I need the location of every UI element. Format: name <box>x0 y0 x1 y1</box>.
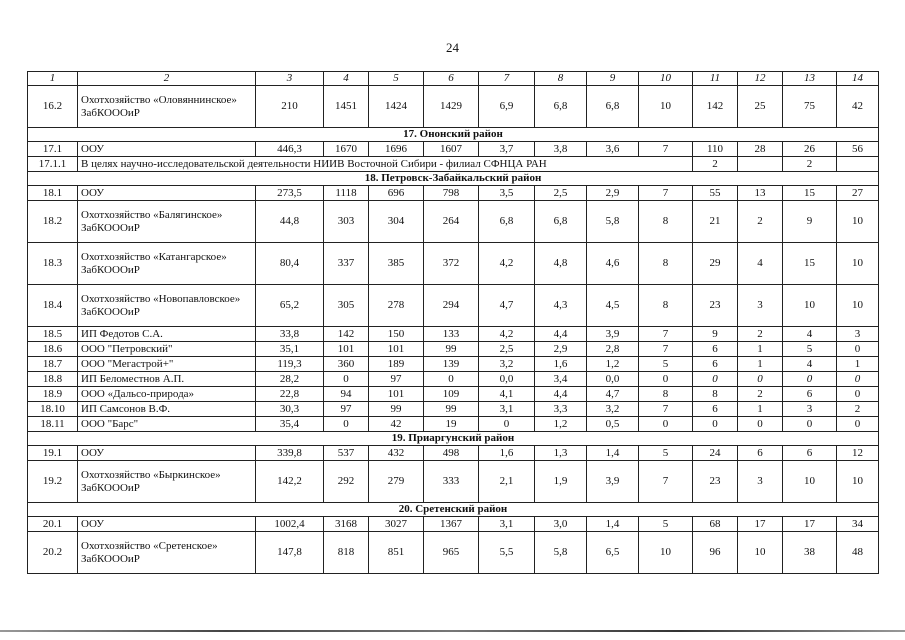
cell: 210 <box>256 86 324 128</box>
column-header: 4 <box>324 72 369 86</box>
cell: 3 <box>738 285 783 327</box>
entity-name: Охотхозяйство «Балягинское» ЗабКОООиР <box>78 201 256 243</box>
cell: 68 <box>693 517 738 532</box>
cell: 1,9 <box>535 461 587 503</box>
section-row <box>28 432 879 446</box>
cell: 2 <box>783 157 837 172</box>
cell: 142 <box>693 86 738 128</box>
cell: 96 <box>693 532 738 574</box>
entity-name: Охотхозяйство «Катангарское» ЗабКОООиР <box>78 243 256 285</box>
row-number: 18.5 <box>28 327 78 342</box>
cell: 119,3 <box>256 357 324 372</box>
cell: 304 <box>369 201 424 243</box>
cell: 142 <box>324 327 369 342</box>
entity-name: ИП Беломестнов А.П. <box>78 372 256 387</box>
table-row <box>28 417 879 432</box>
cell: 147,8 <box>256 532 324 574</box>
cell: 35,1 <box>256 342 324 357</box>
cell: 142,2 <box>256 461 324 503</box>
cell: 0 <box>783 417 837 432</box>
cell: 0 <box>837 342 879 357</box>
table-row <box>28 461 879 503</box>
cell: 696 <box>369 186 424 201</box>
cell: 80,4 <box>256 243 324 285</box>
cell: 1424 <box>369 86 424 128</box>
cell: 110 <box>693 142 738 157</box>
cell: 818 <box>324 532 369 574</box>
cell: 109 <box>424 387 479 402</box>
cell: 99 <box>424 342 479 357</box>
cell: 44,8 <box>256 201 324 243</box>
cell: 10 <box>837 461 879 503</box>
column-header: 7 <box>479 72 535 86</box>
cell: 4 <box>738 243 783 285</box>
cell: 0 <box>783 372 837 387</box>
cell: 4,4 <box>535 387 587 402</box>
cell: 3168 <box>324 517 369 532</box>
cell: 3,7 <box>479 142 535 157</box>
row-number: 18.6 <box>28 342 78 357</box>
cell <box>738 157 783 172</box>
cell: 432 <box>369 446 424 461</box>
table-row <box>28 285 879 327</box>
cell: 5 <box>783 342 837 357</box>
cell: 303 <box>324 201 369 243</box>
cell: 99 <box>424 402 479 417</box>
cell: 8 <box>639 201 693 243</box>
cell: 385 <box>369 243 424 285</box>
cell: 1,4 <box>587 517 639 532</box>
column-header: 8 <box>535 72 587 86</box>
cell: 4,7 <box>587 387 639 402</box>
cell: 3,8 <box>535 142 587 157</box>
cell: 339,8 <box>256 446 324 461</box>
cell: 2 <box>738 201 783 243</box>
cell: 42 <box>369 417 424 432</box>
entity-name: ООО "Барс" <box>78 417 256 432</box>
entity-name: ООУ <box>78 142 256 157</box>
cell: 3,9 <box>587 327 639 342</box>
column-header: 10 <box>639 72 693 86</box>
cell: 3,3 <box>535 402 587 417</box>
entity-name: ООУ <box>78 517 256 532</box>
cell: 2,5 <box>479 342 535 357</box>
cell: 12 <box>837 446 879 461</box>
cell: 446,3 <box>256 142 324 157</box>
cell: 10 <box>639 532 693 574</box>
cell: 3,9 <box>587 461 639 503</box>
cell: 17 <box>783 517 837 532</box>
cell: 0 <box>479 417 535 432</box>
column-header: 3 <box>256 72 324 86</box>
column-header: 2 <box>78 72 256 86</box>
cell: 8 <box>639 285 693 327</box>
cell: 1670 <box>324 142 369 157</box>
cell: 4,7 <box>479 285 535 327</box>
cell: 2,5 <box>535 186 587 201</box>
cell: 498 <box>424 446 479 461</box>
cell: 101 <box>369 387 424 402</box>
cell: 1 <box>738 402 783 417</box>
cell: 264 <box>424 201 479 243</box>
column-header: 12 <box>738 72 783 86</box>
cell: 26 <box>783 142 837 157</box>
cell: 1002,4 <box>256 517 324 532</box>
cell: 24 <box>693 446 738 461</box>
cell: 97 <box>369 372 424 387</box>
entity-name: ООО «Дальсо-природа» <box>78 387 256 402</box>
cell: 851 <box>369 532 424 574</box>
row-number: 17.1.1 <box>28 157 78 172</box>
row-number: 18.9 <box>28 387 78 402</box>
row-number: 17.1 <box>28 142 78 157</box>
cell: 273,5 <box>256 186 324 201</box>
cell: 23 <box>693 285 738 327</box>
cell: 6 <box>783 446 837 461</box>
section-title: 17. Ононский район <box>28 128 879 142</box>
cell: 5,8 <box>535 532 587 574</box>
cell: 3,1 <box>479 517 535 532</box>
cell: 1 <box>738 342 783 357</box>
cell: 4,2 <box>479 243 535 285</box>
cell: 6,9 <box>479 86 535 128</box>
row-number: 16.2 <box>28 86 78 128</box>
page-number: 24 <box>446 40 459 55</box>
cell: 75 <box>783 86 837 128</box>
cell: 1607 <box>424 142 479 157</box>
purpose-note: В целях научно-исследовательской деятельности НИИВ Восточной Сибири - филиал СФНЦА РАН <box>78 157 693 172</box>
column-header: 5 <box>369 72 424 86</box>
entity-name: ООО "Петровский" <box>78 342 256 357</box>
cell: 10 <box>783 461 837 503</box>
cell: 4 <box>783 327 837 342</box>
table-row <box>28 372 879 387</box>
cell: 15 <box>783 243 837 285</box>
table-row <box>28 327 879 342</box>
cell: 0 <box>738 417 783 432</box>
cell: 27 <box>837 186 879 201</box>
cell: 4 <box>783 357 837 372</box>
cell: 0 <box>424 372 479 387</box>
cell: 0 <box>324 417 369 432</box>
cell: 65,2 <box>256 285 324 327</box>
cell: 0 <box>693 372 738 387</box>
row-number: 18.2 <box>28 201 78 243</box>
cell: 3,0 <box>535 517 587 532</box>
cell: 1,4 <box>587 446 639 461</box>
cell: 3 <box>783 402 837 417</box>
cell: 2,9 <box>587 186 639 201</box>
cell: 189 <box>369 357 424 372</box>
cell: 2 <box>693 157 738 172</box>
section-title: 20. Сретенский район <box>28 503 879 517</box>
table-row <box>28 517 879 532</box>
cell: 2,1 <box>479 461 535 503</box>
cell: 94 <box>324 387 369 402</box>
cell: 8 <box>639 387 693 402</box>
entity-name: Охотхозяйство «Быркинское» ЗабКОООиР <box>78 461 256 503</box>
row-number: 18.11 <box>28 417 78 432</box>
cell: 5,5 <box>479 532 535 574</box>
cell: 1696 <box>369 142 424 157</box>
cell: 360 <box>324 357 369 372</box>
cell: 5 <box>639 517 693 532</box>
cell: 1367 <box>424 517 479 532</box>
cell: 55 <box>693 186 738 201</box>
cell: 22,8 <box>256 387 324 402</box>
row-number: 20.1 <box>28 517 78 532</box>
cell: 5 <box>639 357 693 372</box>
row-number: 20.2 <box>28 532 78 574</box>
cell: 5,8 <box>587 201 639 243</box>
table-row <box>28 532 879 574</box>
cell: 294 <box>424 285 479 327</box>
section-row <box>28 503 879 517</box>
cell: 139 <box>424 357 479 372</box>
cell: 23 <box>693 461 738 503</box>
cell: 6,8 <box>587 86 639 128</box>
cell: 0 <box>837 387 879 402</box>
cell: 0,5 <box>587 417 639 432</box>
cell: 3,4 <box>535 372 587 387</box>
cell: 35,4 <box>256 417 324 432</box>
cell: 6 <box>693 342 738 357</box>
cell: 6,8 <box>535 201 587 243</box>
cell: 101 <box>324 342 369 357</box>
cell: 1 <box>837 357 879 372</box>
cell: 372 <box>424 243 479 285</box>
cell: 0 <box>324 372 369 387</box>
cell: 305 <box>324 285 369 327</box>
cell: 10 <box>639 86 693 128</box>
cell: 21 <box>693 201 738 243</box>
section-row <box>28 128 879 142</box>
cell: 10 <box>837 243 879 285</box>
cell: 97 <box>324 402 369 417</box>
cell: 150 <box>369 327 424 342</box>
cell: 537 <box>324 446 369 461</box>
entity-name: ИП Федотов С.А. <box>78 327 256 342</box>
cell: 0 <box>738 372 783 387</box>
cell: 29 <box>693 243 738 285</box>
cell: 1451 <box>324 86 369 128</box>
column-header: 6 <box>424 72 479 86</box>
cell: 278 <box>369 285 424 327</box>
entity-name: Охотхозяйство «Оловяннинское» ЗабКОООиР <box>78 86 256 128</box>
cell: 0,0 <box>479 372 535 387</box>
cell: 3,5 <box>479 186 535 201</box>
column-header: 9 <box>587 72 639 86</box>
cell: 15 <box>783 186 837 201</box>
entity-name: ИП Самсонов В.Ф. <box>78 402 256 417</box>
row-number: 18.1 <box>28 186 78 201</box>
cell <box>837 157 879 172</box>
cell: 2 <box>738 327 783 342</box>
cell: 0 <box>837 417 879 432</box>
table-row <box>28 446 879 461</box>
cell: 34 <box>837 517 879 532</box>
cell: 4,8 <box>535 243 587 285</box>
cell: 1 <box>738 357 783 372</box>
cell: 0,0 <box>587 372 639 387</box>
cell: 1118 <box>324 186 369 201</box>
cell: 25 <box>738 86 783 128</box>
cell: 333 <box>424 461 479 503</box>
cell: 5 <box>639 446 693 461</box>
cell: 4,4 <box>535 327 587 342</box>
row-number: 18.4 <box>28 285 78 327</box>
cell: 0 <box>639 372 693 387</box>
cell: 3 <box>738 461 783 503</box>
cell: 6,5 <box>587 532 639 574</box>
table-row <box>28 86 879 128</box>
cell: 0 <box>837 372 879 387</box>
cell: 8 <box>639 243 693 285</box>
cell: 133 <box>424 327 479 342</box>
cell: 3,2 <box>587 402 639 417</box>
cell: 2,9 <box>535 342 587 357</box>
cell: 4,6 <box>587 243 639 285</box>
cell: 56 <box>837 142 879 157</box>
cell: 38 <box>783 532 837 574</box>
table-row <box>28 186 879 201</box>
cell: 6,8 <box>479 201 535 243</box>
cell: 2 <box>738 387 783 402</box>
cell: 10 <box>738 532 783 574</box>
cell: 10 <box>837 285 879 327</box>
column-header: 1 <box>28 72 78 86</box>
table-row <box>28 243 879 285</box>
cell: 28,2 <box>256 372 324 387</box>
cell: 279 <box>369 461 424 503</box>
entity-name: Охотхозяйство «Сретенское» ЗабКОООиР <box>78 532 256 574</box>
section-title: 18. Петровск-Забайкальский район <box>28 172 879 186</box>
cell: 6 <box>738 446 783 461</box>
table-row <box>28 142 879 157</box>
cell: 8 <box>693 387 738 402</box>
cell: 1,2 <box>587 357 639 372</box>
table-row <box>28 357 879 372</box>
cell: 965 <box>424 532 479 574</box>
cell: 4,5 <box>587 285 639 327</box>
cell: 3,6 <box>587 142 639 157</box>
entity-name: ООУ <box>78 186 256 201</box>
cell: 6 <box>693 402 738 417</box>
cell: 292 <box>324 461 369 503</box>
table-row <box>28 342 879 357</box>
section-title: 19. Приаргунский район <box>28 432 879 446</box>
table-row <box>28 157 879 172</box>
cell: 2 <box>837 402 879 417</box>
row-number: 18.10 <box>28 402 78 417</box>
cell: 337 <box>324 243 369 285</box>
cell: 10 <box>837 201 879 243</box>
cell: 4,2 <box>479 327 535 342</box>
cell: 6 <box>693 357 738 372</box>
cell: 1,3 <box>535 446 587 461</box>
entity-name: ООУ <box>78 446 256 461</box>
column-number-row <box>28 72 879 86</box>
table-row <box>28 387 879 402</box>
row-number: 18.3 <box>28 243 78 285</box>
cell: 19 <box>424 417 479 432</box>
cell: 9 <box>693 327 738 342</box>
cell: 4,3 <box>535 285 587 327</box>
cell: 101 <box>369 342 424 357</box>
cell: 7 <box>639 402 693 417</box>
column-header: 14 <box>837 72 879 86</box>
cell: 798 <box>424 186 479 201</box>
row-number: 19.1 <box>28 446 78 461</box>
table-row <box>28 402 879 417</box>
entity-name: ООО "Мегастрой+" <box>78 357 256 372</box>
cell: 6,8 <box>535 86 587 128</box>
cell: 7 <box>639 461 693 503</box>
hunting-grounds-table <box>27 71 879 574</box>
row-number: 18.8 <box>28 372 78 387</box>
cell: 1,6 <box>479 446 535 461</box>
column-header: 11 <box>693 72 738 86</box>
cell: 4,1 <box>479 387 535 402</box>
cell: 1429 <box>424 86 479 128</box>
cell: 3,2 <box>479 357 535 372</box>
cell: 3 <box>837 327 879 342</box>
cell: 7 <box>639 142 693 157</box>
cell: 30,3 <box>256 402 324 417</box>
cell: 0 <box>693 417 738 432</box>
cell: 0 <box>639 417 693 432</box>
section-row <box>28 172 879 186</box>
scan-bottom-edge <box>0 630 905 632</box>
row-number: 18.7 <box>28 357 78 372</box>
cell: 1,2 <box>535 417 587 432</box>
cell: 7 <box>639 186 693 201</box>
cell: 17 <box>738 517 783 532</box>
cell: 7 <box>639 327 693 342</box>
cell: 7 <box>639 342 693 357</box>
entity-name: Охотхозяйство «Новопавловское» ЗабКОООиР <box>78 285 256 327</box>
cell: 13 <box>738 186 783 201</box>
cell: 42 <box>837 86 879 128</box>
cell: 2,8 <box>587 342 639 357</box>
cell: 99 <box>369 402 424 417</box>
cell: 10 <box>783 285 837 327</box>
cell: 6 <box>783 387 837 402</box>
cell: 28 <box>738 142 783 157</box>
column-header: 13 <box>783 72 837 86</box>
cell: 48 <box>837 532 879 574</box>
cell: 3027 <box>369 517 424 532</box>
cell: 33,8 <box>256 327 324 342</box>
cell: 3,1 <box>479 402 535 417</box>
table-row <box>28 201 879 243</box>
cell: 9 <box>783 201 837 243</box>
row-number: 19.2 <box>28 461 78 503</box>
cell: 1,6 <box>535 357 587 372</box>
